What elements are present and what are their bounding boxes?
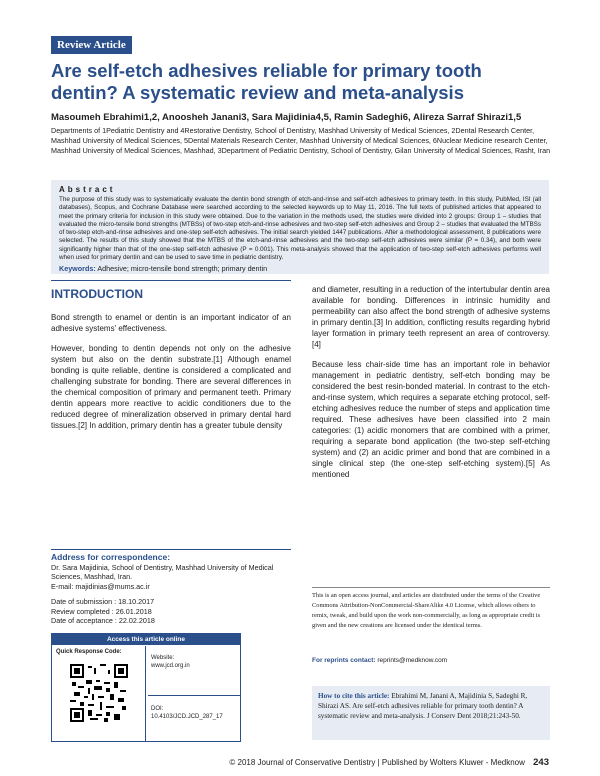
qr-cell	[52, 646, 146, 742]
date-review: Review completed : 26.01.2018	[51, 606, 152, 616]
paragraph: Because less chair-side time has an important role in behavior management in pediatric dentistry, self-etch bonding may be considered the best resin-bonded material. In contrast to the etch-and-rinse system, which requires a separate etching protocol, self-etching adhesives reduce the number of steps and application time required. These adhesives have been classified into 2 main categories: (1) acidic monomers that are combined with a primer, requiring a separate bond application (the two-step self-etching system) and (2) an acidic primer and bond that are combined in a single clinical step (the one-step self-etching system).[5] As mentioned	[312, 360, 550, 479]
abstract-text: The purpose of this study was to systematically evaluate the dentin bond strength of etch-and-rinse and self-etch adhesives to primary teeth. In this study, PubMed, ISI (all databases), Scopus, and Cochrane Database were searched according to the selected keywords up to May 11, 2016. The full texts of published articles that appeared to meet the primary criteria for inclusion in this study were obtained. Due to the variation in the methods used, the studies were divided into 2 groups: Group 1 – studies that evaluated the micro-tensile bond strengths (MTBSs) of two-step etch-and-rinse adhesives and two-step self-etch adhesives and Group 2 – studies that evaluated the MTBSs of two-step etch-and-rinse adhesives and one-step self-etch adhesives. The initial search yielded 1447 publications. After a methodological assessment, 8 publications were selected. The results of this study showed that the MTBS of the etch-and-rinse adhesives and the two-step self-etch adhesives were similar (P = 0.34), and both were significantly higher than that of the one-step self-etch adhesive (P = 0.001). This meta-analysis showed that the application of two-step self-etch adhesives performs well when used for primary dentin and can be used to save time in pediatric dentistry.	[59, 196, 541, 262]
website-link[interactable]: www.jcd.org.in	[151, 663, 190, 669]
keywords	[59, 264, 267, 273]
qr-label: Quick Response Code:	[56, 649, 122, 655]
keywords-label: Keywords:	[59, 264, 96, 273]
paragraph: Bond strength to enamel or dentin is an important indicator of an adhesive systems' effectiveness.	[51, 313, 291, 333]
correspondence-email[interactable]: E-mail: majidinias@mums.ac.ir	[51, 581, 150, 591]
body-column-right	[312, 284, 550, 489]
abstract-heading: Abstract	[59, 185, 116, 194]
keywords-text: Adhesive; micro-tensile bond strength; primary dentin	[97, 264, 268, 273]
body-column-left	[51, 312, 291, 440]
section-heading-introduction: INTRODUCTION	[51, 280, 291, 301]
date-acceptance: Date of acceptance : 22.02.2018	[51, 616, 155, 625]
correspondence-block	[51, 549, 291, 626]
license-notice: This is an open access journal, and articles are distributed under the terms of the Creative Commons Attribution-NonCommercial-ShareAlike 4.0 License, which allows others to remix, tweak, and build upon the work non-commercially, as long as appropriate credit is given and the new creations are licensed under the identical terms.	[312, 587, 550, 631]
reprints-email[interactable]: reprints@medknow.com	[377, 657, 448, 664]
citation-box	[312, 686, 550, 740]
doi-cell	[148, 697, 240, 742]
correspondence-name: Dr. Sara Majidinia, School of Dentistry, Mashhad University of Medical Sciences, Mashhad, Iran.	[51, 562, 274, 581]
doi-label: DOI:	[151, 706, 164, 712]
correspondence-heading: Address for correspondence:	[51, 552, 171, 562]
author-list: Masoumeh Ebrahimi1,2, Anoosheh Janani3, Sara Majidinia4,5, Ramin Sadeghi6, Alireza Sarraf Shirazi1,5	[51, 112, 522, 123]
dates	[51, 597, 291, 626]
date-submission: Date of submission : 18.10.2017	[51, 597, 155, 606]
paragraph: and diameter, resulting in a reduction of the intertubular dentin area available for bonding. Differences in intrinsic humidity and permeability can also affect the bond strength of adhesive systems in primary dentin.[3] In addition, conflicting results regarding hybrid layer formation in primary teeth represent an area of controversy.[4]	[312, 285, 550, 349]
citation-text: Ebrahimi M, Janani A, Majidinia S, Sadeghi R, Shirazi AS. Are self-etch adhesives reliable for primary tooth dentin? A systematic review and meta-analysis. J Conserv Dent 2018;21:243-50.	[318, 692, 528, 720]
website-cell	[148, 646, 240, 696]
footer-text: © 2018 Journal of Conservative Dentistry | Published by Wolters Kluwer - Medknow	[229, 758, 525, 767]
reprints-label: For reprints contact:	[312, 657, 376, 664]
article-title: Are self-etch adhesives reliable for primary tooth dentin? A systematic review and meta-analysis	[51, 60, 482, 103]
access-online-box	[51, 633, 241, 742]
doi-link[interactable]: 10.4103/JCD.JCD_287_17	[151, 714, 223, 720]
abstract-box	[51, 180, 549, 274]
page-number: 243	[533, 757, 549, 768]
qr-code-icon[interactable]	[70, 664, 128, 722]
affiliations: Departments of 1Pediatric Dentistry and 4Restorative Dentistry, School of Dentistry, Mashhad University of Medical Sciences, 2Dental Research Center, Mashhad University of Medical Sciences, 5Dental Materials Research Center, Mashhad University of Medical Sciences, 6Nuclear Medicine research Center, Mashhad University of Medical Sciences, Mashhad, 3Department of Pediatric Dentistry, School of Dentistry, Gilan University of Medical Sciences, Rasht, Iran	[51, 126, 551, 155]
paragraph: However, bonding to dentin depends not only on the adhesive system but also on the dentin substrate.[1] Although enamel bonding is quite reliable, dentine is considered a complicated and challenging substrate for bonding. There are several differences in the chemical composition of primary and permanent teeth. Primary dentin appears more reactive to acidic conditioners due to the reduced degree of mineralization observed in primary dental hard tissues.[2] In addition, primary dentin has a greater tubule density	[51, 344, 291, 430]
article-type-badge: Review Article	[51, 36, 132, 54]
website-label: Website:	[151, 655, 175, 661]
citation-label: How to cite this article:	[318, 692, 390, 700]
page-footer	[229, 757, 549, 768]
reprints-contact	[312, 657, 550, 664]
access-heading: Access this article online	[52, 634, 240, 645]
